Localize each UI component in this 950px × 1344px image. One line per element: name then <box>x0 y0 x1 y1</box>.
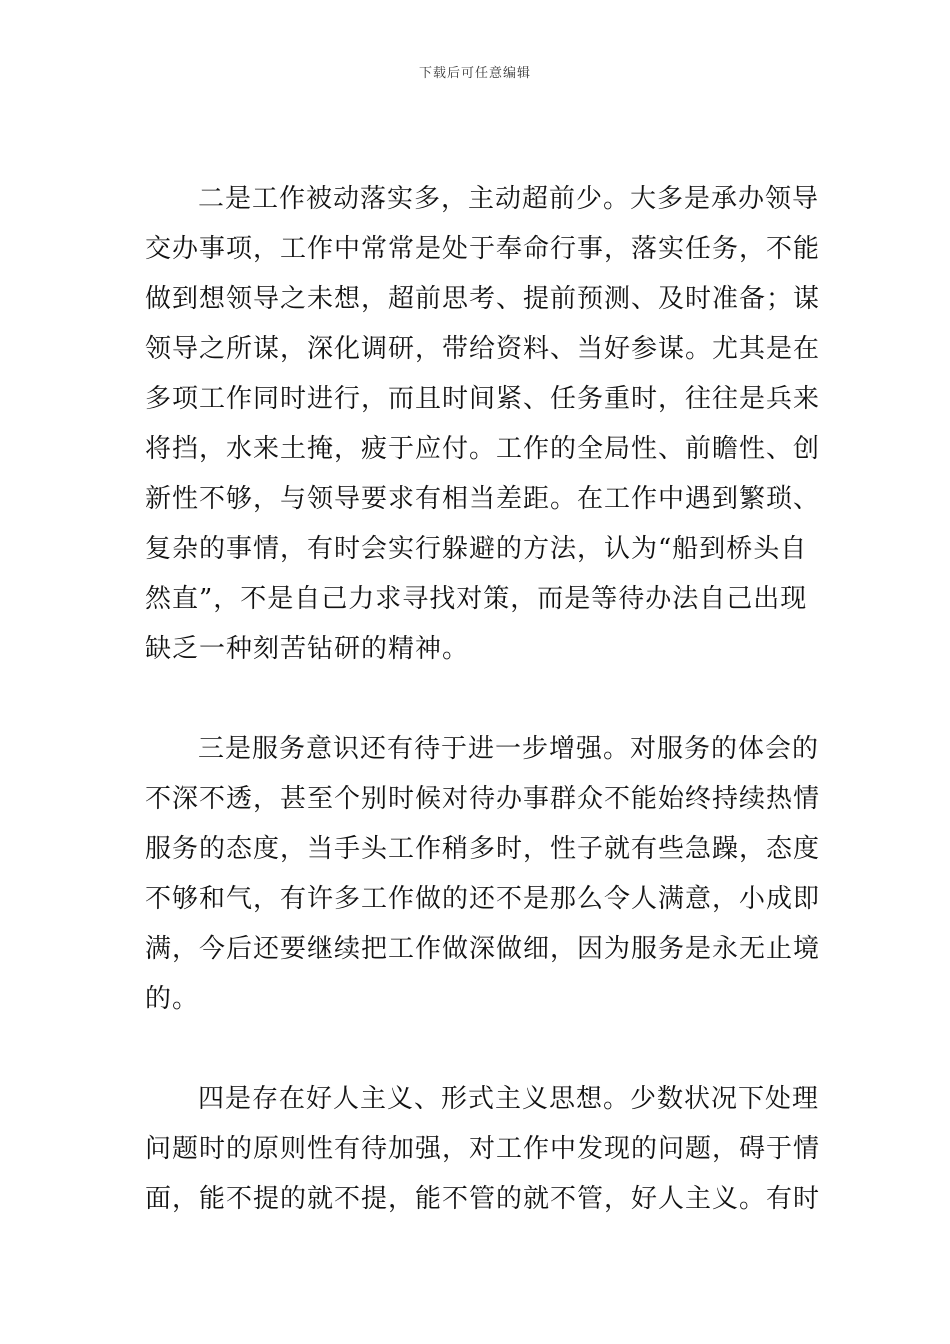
paragraph-line: 新性不够，与领导要求有相当差距。在工作中遇到繁琐、 <box>145 484 821 514</box>
paragraph-line: 服务的态度，当手头工作稍多时，性子就有些急躁，态度 <box>145 834 821 864</box>
paragraph-line: 满，今后还要继续把工作做深做细，因为服务是永无止境 <box>145 934 821 964</box>
paragraph-line: 领导之所谋，深化调研，带给资料、当好参谋。尤其是在 <box>145 334 821 364</box>
paragraph-line: 做到想领导之未想，超前思考、提前预测、及时准备；谋 <box>145 284 821 314</box>
paragraph-line: 将挡，水来土掩，疲于应付。工作的全局性、前瞻性、创 <box>145 434 821 464</box>
document-body <box>145 174 821 1224</box>
paragraph-formalism <box>145 1074 821 1224</box>
paragraph-line: 四是存在好人主义、形式主义思想。少数状况下处理 <box>198 1084 820 1114</box>
paragraph-line: 二是工作被动落实多，主动超前少。大多是承办领导 <box>198 184 820 214</box>
paragraph-line: 面，能不提的就不提，能不管的就不管，好人主义。有时 <box>145 1184 821 1214</box>
header-note: 下载后可任意编辑 <box>418 66 531 81</box>
paragraph-line: 三是服务意识还有待于进一步增强。对服务的体会的 <box>198 734 820 764</box>
paragraph-line: 多项工作同时进行，而且时间紧、任务重时，往往是兵来 <box>145 384 821 414</box>
paragraph-spacer <box>145 1024 810 1074</box>
paragraph-line: 然直”，不是自己力求寻找对策，而是等待办法自己出现 <box>145 584 808 614</box>
paragraph-line: 问题时的原则性有待加强，对工作中发现的问题，碍于情 <box>145 1134 821 1164</box>
paragraph-line: 不深不透，甚至个别时候对待办事群众不能始终持续热情 <box>145 784 821 814</box>
paragraph-spacer <box>145 674 810 724</box>
paragraph-work-passivity <box>145 174 821 674</box>
paragraph-service-awareness <box>145 724 821 1024</box>
paragraph-line: 交办事项，工作中常常是处于奉命行事，落实任务，不能 <box>145 234 821 264</box>
paragraph-line: 的。 <box>145 984 200 1014</box>
paragraph-line: 不够和气，有许多工作做的还不是那么令人满意，小成即 <box>145 884 821 914</box>
paragraph-line: 复杂的事情，有时会实行躲避的方法，认为“船到桥头自 <box>145 534 808 564</box>
paragraph-line: 缺乏一种刻苦钻研的精神。 <box>145 634 470 664</box>
